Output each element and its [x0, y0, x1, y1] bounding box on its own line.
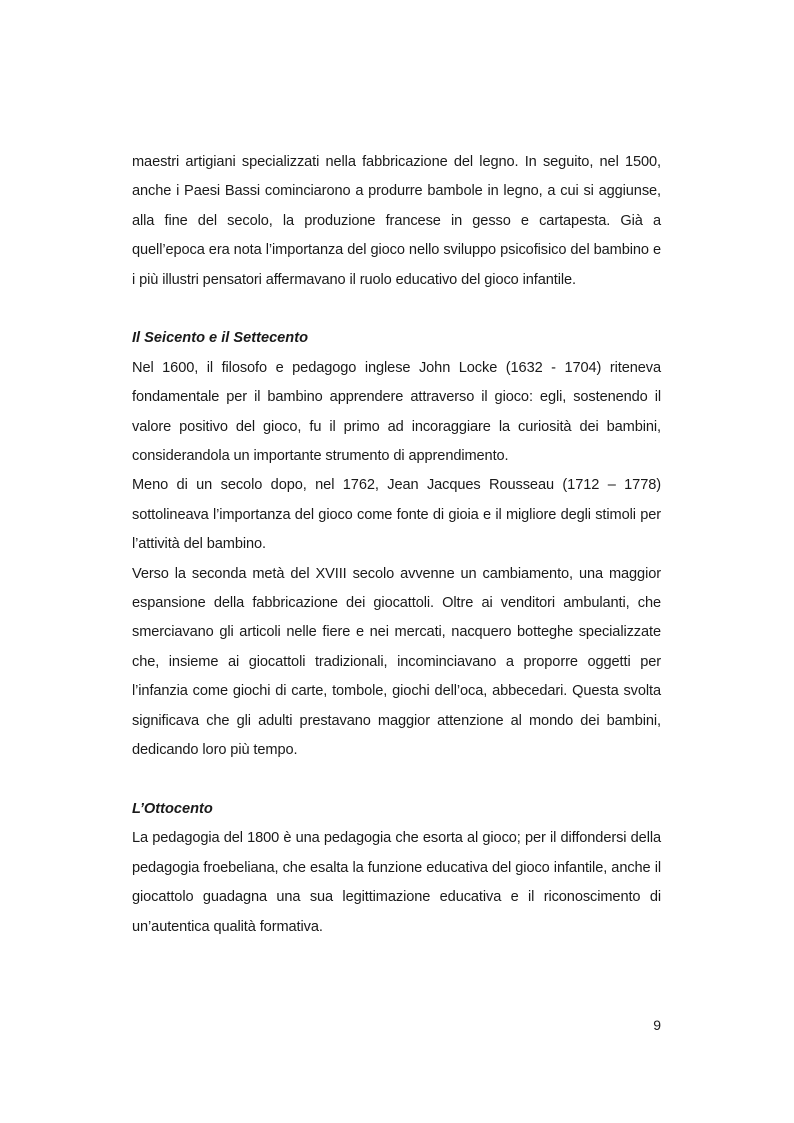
section-spacer: [132, 766, 661, 795]
section-heading-seicento: Il Seicento e il Settecento: [132, 330, 308, 347]
section-spacer: [132, 295, 661, 324]
paragraph-xviii-secolo: Verso la seconda metà del XVIII secolo avvenne un cambiamento, una maggior espansione della fabbricazione dei giocattoli. Oltre ai venditori ambulanti, che smerciavano gli articoli nelle fiere e nei mercati, nacquero botteghe specializzate che, insieme ai giocattoli tradizionali, incominciavano a proporre oggetti per l’infanzia come giochi di carte, tombole, giochi dell’oca, abbecedari. Questa svolta significava che gli adulti prestavano maggior attenzione al mondo dei bambini, dedicando loro più tempo.: [132, 565, 661, 759]
paragraph-pedagogia-1800: La pedagogia del 1800 è una pedagogia che esorta al gioco; per il diffondersi della pedagogia froebeliana, che esalta la funzione educativa del gioco infantile, anche il giocattolo guadagna una sua legittimazione educativa e il riconoscimento di un’autentica qualità formativa.: [132, 830, 661, 935]
intro-paragraph: maestri artigiani specializzati nella fabbricazione del legno. In seguito, nel 1500, anche i Paesi Bassi cominciarono a produrre bambole in legno, a cui si aggiunse, alla fine del secolo, la produzione francese in gesso e cartapesta. Già a quell’epoca era nota l’importanza del gioco nello sviluppo psicofisico del bambino e i più illustri pensatori affermavano il ruolo educativo del gioco infantile.: [132, 154, 661, 288]
page-number: 9: [653, 1017, 661, 1033]
page-body: [132, 148, 661, 942]
paragraph-rousseau: Meno di un secolo dopo, nel 1762, Jean Jacques Rousseau (1712 – 1778) sottolineava l’importanza del gioco come fonte di gioia e il migliore degli stimoli per l’attività del bambino.: [132, 477, 661, 553]
paragraph-locke: Nel 1600, il filosofo e pedagogo inglese John Locke (1632 - 1704) riteneva fondamentale per il bambino apprendere attraverso il gioco: egli, sostenendo il valore positivo del gioco, fu il primo ad incoraggiare la curiosità dei bambini, considerandola un importante strumento di apprendimento.: [132, 359, 661, 465]
section-heading-ottocento: L’Ottocento: [132, 800, 213, 817]
